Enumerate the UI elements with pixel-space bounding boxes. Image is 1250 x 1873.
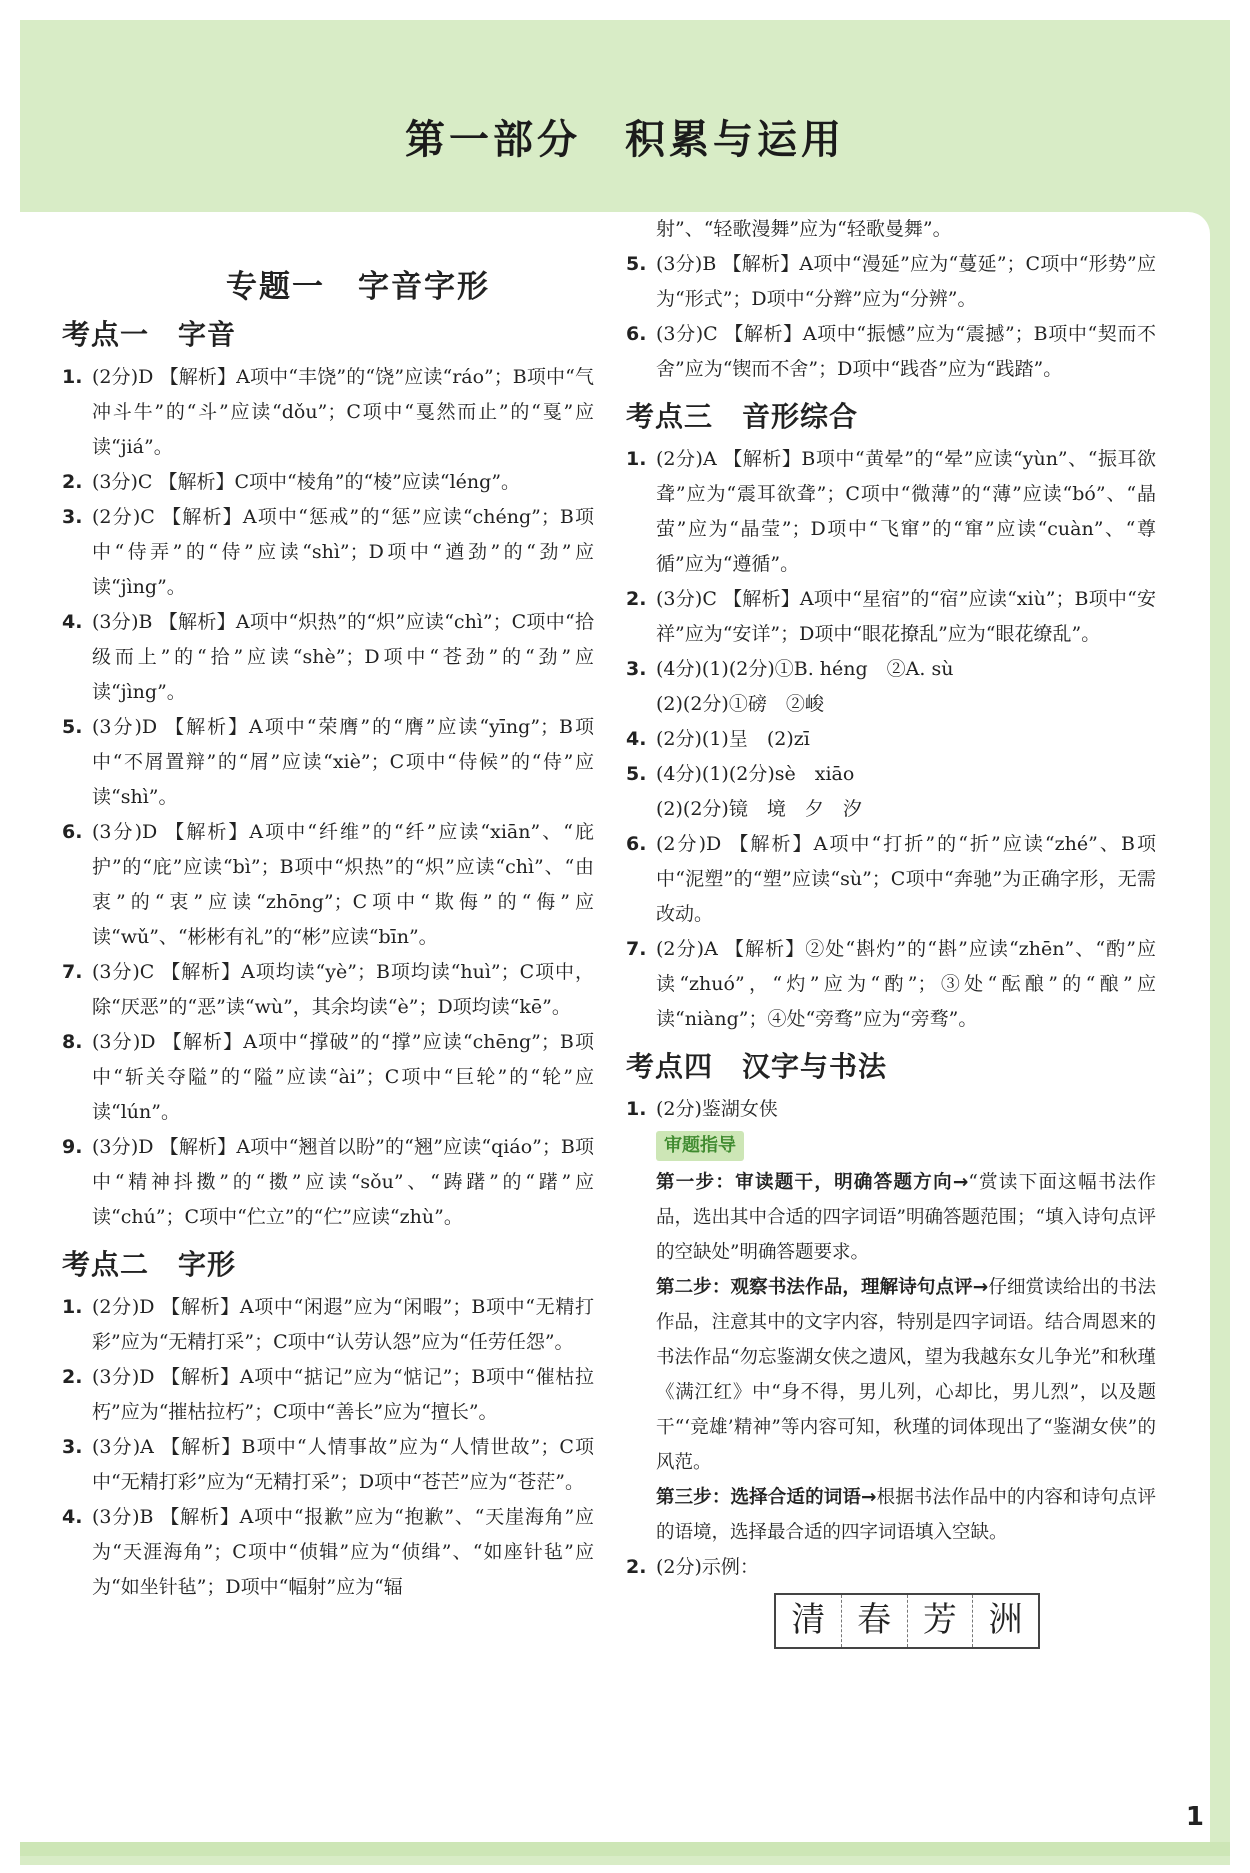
item-text: (3分)B 【解析】A项中“报歉”应为“抱歉”、“天崖海角”应为“天涯海角”；C项中“侦辑”应为“侦缉”、“如座针毡”应为“如坐针毡”；D项中“幅射”应为“辐: [92, 1506, 594, 1598]
item-number: 2.: [626, 1556, 647, 1578]
item-text: (2分)D 【解析】A项中“丰饶”的“饶”应读“ráo”；B项中“气冲斗牛”的“斗”应读“dǒu”；C项中“戛然而止”的“戛”应读“jiá”。: [92, 366, 594, 458]
answer-item: [626, 722, 1156, 757]
item-number: 4.: [62, 611, 83, 633]
item-text: (3分)B 【解析】A项中“漫延”应为“蔓延”；C项中“形势”应为“形式”；D项中“分辫”应为“分辨”。: [656, 253, 1156, 310]
item-text: (2分)A 【解析】B项中“黄晕”的“晕”应读“yùn”、“振耳欲聋”应为“震耳欲聋”；C项中“微薄”的“薄”应读“bó”、“晶萤”应为“晶莹”；D项中“飞窜”的“窜”应读“cuàn”、“尊循”应为“遵循”。: [656, 448, 1156, 575]
item-number: 3.: [62, 506, 83, 528]
footer-bar: [20, 1842, 1230, 1856]
answer-item: [626, 1550, 1156, 1585]
item-text: (3分)C 【解析】A项中“星宿”的“宿”应读“xiù”；B项中“安祥”应为“安详”；D项中“眼花撩乱”应为“眼花缭乱”。: [656, 588, 1156, 645]
item-text: (3分)D 【解析】A项中“翘首以盼”的“翘”应读“qiáo”；B项中“精神抖擞”的“擞”应读“sǒu”、“踌躇”的“躇”应读“chú”；C项中“伫立”的“伫”应读“zhù”。: [92, 1136, 594, 1228]
answer-item: [626, 652, 1156, 687]
item-text: (2分)示例：: [656, 1556, 759, 1578]
guide-step: [626, 1165, 1156, 1270]
item-number: 7.: [626, 938, 647, 960]
answer-item: [626, 442, 1156, 582]
answer-item: [626, 317, 1156, 387]
item-number: 6.: [62, 821, 83, 843]
item-number: 1.: [626, 1098, 647, 1120]
guide-step: [626, 1480, 1156, 1550]
answer-item: [626, 687, 1156, 722]
item-text: (3分)B 【解析】A项中“炽热”的“炽”应读“chì”；C项中“拾级而上”的“拾”应读“shè”；D项中“苍劲”的“劲”应读“jìng”。: [92, 611, 594, 703]
item-text: (3分)C 【解析】C项中“棱角”的“棱”应读“léng”。: [92, 471, 521, 493]
answer-item: [62, 605, 594, 710]
item-number: 2.: [62, 471, 83, 493]
calligraphy-char: 清: [776, 1595, 842, 1647]
section-heading-3: 考点三 音形综合: [626, 400, 859, 433]
topic-title: 专题一 字音字形: [226, 269, 490, 305]
answer-item: [626, 827, 1156, 932]
item-text: (2分)C 【解析】A项中“惩戒”的“惩”应读“chéng”；B项中“侍弄”的“侍”应读“shì”；D项中“遒劲”的“劲”应读“jìng”。: [92, 506, 594, 598]
item-number: 5.: [626, 253, 647, 275]
item-text: (3分)D 【解析】A项中“荣膺”的“膺”应读“yīng”；B项中“不屑置辩”的“屑”应读“xiè”；C项中“侍候”的“侍”应读“shì”。: [92, 716, 594, 808]
answer-item: [626, 1092, 1156, 1127]
item-number: 6.: [626, 833, 647, 855]
item-text: (2分)D 【解析】A项中“闲遐”应为“闲暇”；B项中“无精打彩”应为“无精打采”；C项中“认劳认怨”应为“任劳任怨”。: [92, 1296, 594, 1353]
item-number: 5.: [626, 763, 647, 785]
part-title: 第一部分 积累与运用: [405, 117, 845, 163]
right-column: [626, 212, 1156, 1649]
answer-item: [62, 465, 594, 500]
item-number: 6.: [626, 323, 647, 345]
calligraphy-box: [774, 1593, 1040, 1649]
item-number: 9.: [62, 1136, 83, 1158]
answer-item: [626, 757, 1156, 792]
item-number: 2.: [62, 1366, 83, 1388]
guide-step-text: 仔细赏读给出的书法作品，注意其中的文字内容，特别是四字词语。结合周恩来的书法作品“勿忘鉴湖女侠之遗风，望为我越东女儿争光”和秋瑾《满江红》中“身不得，男儿列，心却比，男儿烈”，以及题干“‘竞雄’精神”等内容可知，秋瑾的词体现出了“鉴湖女侠”的风范。: [656, 1277, 1156, 1473]
item-number: 5.: [62, 716, 83, 738]
item-text: (3分)A 【解析】B项中“人情事故”应为“人情世故”；C项中“无精打彩”应为“无精打采”；D项中“苍芒”应为“苍茫”。: [92, 1436, 594, 1493]
item-text: (3分)D 【解析】A项中“撑破”的“撑”应读“chēng”；B项中“斩关夺隘”的“隘”应读“ài”；C项中“巨轮”的“轮”应读“lún”。: [92, 1031, 594, 1123]
item-text: (2分)D 【解析】A项中“打折”的“折”应读“zhé”、B项中“泥塑”的“塑”应读“sù”；C项中“奔驰”为正确字形，无需改动。: [656, 833, 1156, 925]
item-text: (2)(2分)镜 境 夕 汐: [656, 798, 862, 820]
guide-step-title: 第一步：审读题干，明确答题方向→: [656, 1172, 969, 1193]
guide-step-text: 根据书法作品中的内容和诗句点评的语境，选择最合适的四字词语填入空缺。: [656, 1487, 1156, 1543]
item-text: (2分)A 【解析】②处“斟灼”的“斟”应读“zhēn”、“酌”应读“zhuó”，“灼”应为“酌”；③处“酝酿”的“酿”应读“niàng”；④处“旁骛”应为“旁骛”。: [656, 938, 1156, 1030]
guide-step-text: “赏读下面这幅书法作品，选出其中合适的四字词语”明确答题范围；“填入诗句点评的空缺处”明确答题要求。: [656, 1172, 1156, 1263]
answer-item: [62, 1360, 594, 1430]
item-number: 2.: [626, 588, 647, 610]
guide-step-title: 第三步：选择合适的词语→: [656, 1487, 877, 1508]
item-number: 1.: [62, 366, 83, 388]
answer-item: [62, 500, 594, 605]
answer-item: [62, 955, 594, 1025]
answer-item: [62, 1025, 594, 1130]
item-text: (2分)(1)呈 (2)zī: [656, 728, 810, 750]
continued-text: 射”、“轻歌漫舞”应为“轻歌曼舞”。: [656, 218, 952, 240]
item-number: 3.: [62, 1436, 83, 1458]
item-text: (2分)鉴湖女侠: [656, 1098, 778, 1120]
calligraphy-char: 春: [842, 1595, 908, 1647]
answer-item: [62, 1130, 594, 1235]
item-number: 4.: [62, 1506, 83, 1528]
answer-item: [626, 932, 1156, 1037]
calligraphy-char: 洲: [988, 1600, 1023, 1640]
answer-item: [62, 360, 594, 465]
answer-item: [626, 247, 1156, 317]
item-text: (2)(2分)①磅 ②峻: [656, 693, 824, 715]
section-heading-1: 考点一 字音: [62, 318, 237, 351]
page-number: 1: [1185, 1802, 1204, 1832]
answer-item: [62, 1290, 594, 1360]
answer-item: [62, 710, 594, 815]
item-number: 7.: [62, 961, 83, 983]
guide-steps: [626, 1165, 1156, 1550]
item-text: (3分)D 【解析】A项中“掂记”应为“惦记”；B项中“催枯拉朽”应为“摧枯拉朽”；C项中“善长”应为“擅长”。: [92, 1366, 594, 1423]
answer-item: [62, 1430, 594, 1500]
item-text: (3分)D 【解析】A项中“纤维”的“纤”应读“xiān”、“庇护”的“庇”应读“bì”；B项中“炽热”的“炽”应读“chì”、“由衷”的“衷”应读“zhōng”；C项中“欺侮”的“侮”应读“wǔ”、“彬彬有礼”的“彬”应读“bīn”。: [92, 821, 594, 948]
item-text: (3分)C 【解析】A项均读“yè”；B项均读“huì”；C项中，除“厌恶”的“恶”读“wù”，其余均读“è”；D项均读“kē”。: [92, 961, 594, 1018]
section-heading-2: 考点二 字形: [62, 1248, 237, 1281]
item-number: 1.: [62, 1296, 83, 1318]
guide-tag: 审题指导: [656, 1131, 744, 1161]
item-text: (3分)C 【解析】A项中“振憾”应为“震撼”；B项中“契而不舍”应为“锲而不舍”；D项中“践沓”应为“践踏”。: [656, 323, 1156, 380]
item-number: 3.: [626, 658, 647, 680]
item-number: 1.: [626, 448, 647, 470]
answer-item: [62, 1500, 594, 1605]
answer-item: [626, 792, 1156, 827]
answer-item: [626, 582, 1156, 652]
answer-item: [62, 815, 594, 955]
section-heading-4: 考点四 汉字与书法: [626, 1050, 888, 1083]
item-number: 4.: [626, 728, 647, 750]
calligraphy-char: 芳: [908, 1595, 974, 1647]
item-text: (4分)(1)(2分)①B. héng ②A. sù: [656, 658, 954, 680]
item-text: (4分)(1)(2分)sè xiāo: [656, 763, 855, 785]
guide-step-title: 第二步：观察书法作品，理解诗句点评→: [656, 1277, 989, 1298]
item-number: 8.: [62, 1031, 83, 1053]
guide-step: [626, 1270, 1156, 1480]
left-column: [62, 212, 594, 1605]
